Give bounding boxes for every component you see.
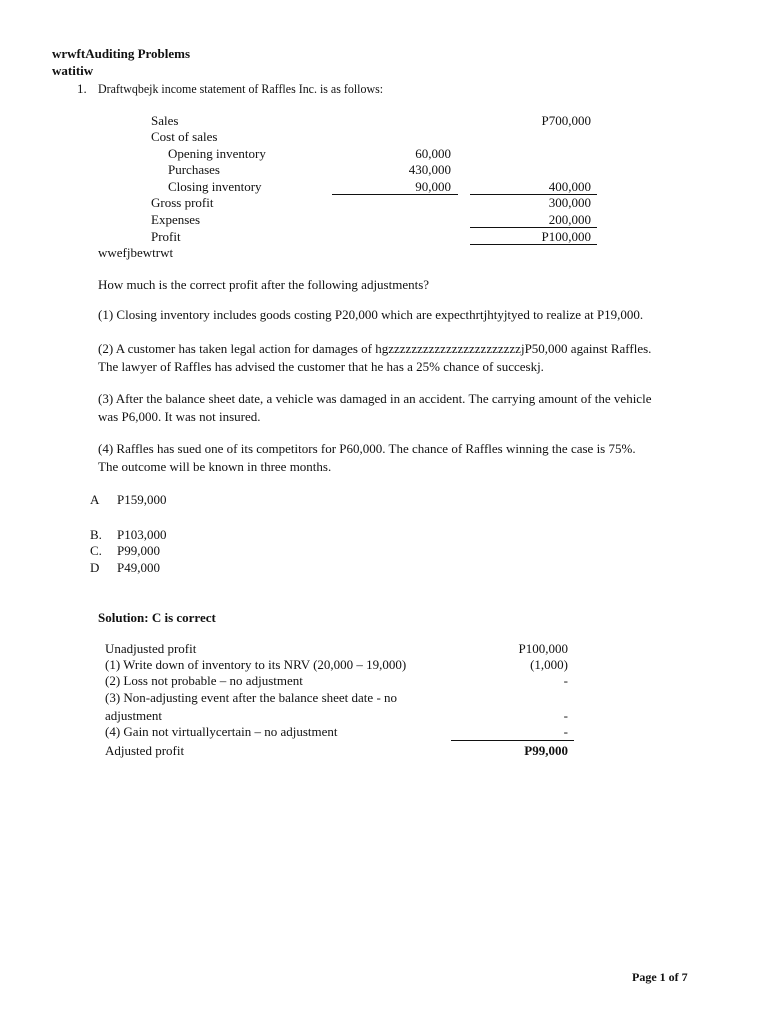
closing-inventory-label: Closing inventory bbox=[168, 179, 262, 194]
solution-row-value: P100,000 bbox=[518, 641, 568, 656]
question-number: 1. bbox=[77, 81, 87, 96]
solution-row-value: - bbox=[563, 673, 568, 688]
adjustment-2 bbox=[98, 340, 698, 376]
choice-d-letter: D bbox=[90, 560, 100, 575]
solution-row-label: adjustment bbox=[105, 708, 163, 723]
cost-of-sales-total: 400,000 bbox=[548, 179, 591, 194]
document-title: wrwftAuditing Problems bbox=[52, 46, 191, 61]
adjustment-1-line-1: (1) Closing inventory includes goods costing P20,000 which are expecthrtjhtyjtyed to realize at P19,000. bbox=[98, 307, 644, 322]
opening-inventory-value: 60,000 bbox=[415, 146, 451, 161]
choice-c-value: P99,000 bbox=[117, 543, 160, 558]
solution-row-value: - bbox=[563, 724, 568, 739]
choice-a-value: P159,000 bbox=[117, 492, 167, 507]
solution-row-label: (3) Non-adjusting event after the balance sheet date - no bbox=[105, 690, 398, 705]
solution-row-label: (4) Gain not virtuallycertain – no adjustment bbox=[105, 724, 338, 739]
expenses-value: 200,000 bbox=[548, 212, 591, 227]
question-prompt: How much is the correct profit after the following adjustments? bbox=[98, 277, 430, 292]
adjustment-2-line-1: (2) A customer has taken legal action for damages of hgzzzzzzzzzzzzzzzzzzzzzzzjP50,000 against Raffles. bbox=[98, 341, 652, 356]
page-number: Page 1 of 7 bbox=[632, 970, 688, 984]
solution-heading: Solution: C is correct bbox=[98, 610, 216, 625]
adjustment-3 bbox=[98, 390, 698, 426]
choice-b-value: P103,000 bbox=[117, 527, 167, 542]
adjustment-2-line-2: The lawyer of Raffles has advised the customer that he has a 25% chance of succeskj. bbox=[98, 359, 544, 374]
sales-value: P700,000 bbox=[541, 113, 591, 128]
solution-total-value: P99,000 bbox=[524, 743, 568, 758]
sales-label: Sales bbox=[151, 113, 179, 128]
purchases-label: Purchases bbox=[168, 162, 220, 177]
purchases-value: 430,000 bbox=[408, 162, 451, 177]
adjustment-4 bbox=[98, 440, 698, 476]
choice-a-letter: A bbox=[90, 492, 100, 507]
choice-c-letter: C. bbox=[90, 543, 102, 558]
adjustment-3-line-1: (3) After the balance sheet date, a vehicle was damaged in an accident. The carrying amount of the vehicle bbox=[98, 391, 652, 406]
solution-total-rule bbox=[451, 740, 574, 741]
opening-inventory-label: Opening inventory bbox=[168, 146, 266, 161]
stray-text: wwefjbewtrwt bbox=[98, 245, 174, 260]
subtotal-rule bbox=[332, 194, 458, 195]
solution-total-label: Adjusted profit bbox=[105, 743, 185, 758]
expenses-label: Expenses bbox=[151, 212, 201, 227]
solution-row-label: Unadjusted profit bbox=[105, 641, 197, 656]
cost-of-sales-label: Cost of sales bbox=[151, 129, 218, 144]
adjustment-1 bbox=[98, 306, 698, 324]
profit-value: P100,000 bbox=[541, 229, 591, 244]
document-subtitle: watitiw bbox=[52, 63, 94, 78]
adjustment-4-line-1: (4) Raffles has sued one of its competitors for P60,000. The chance of Raffles winning the case is 75%. bbox=[98, 441, 636, 456]
profit-label: Profit bbox=[151, 229, 181, 244]
profit-rule bbox=[470, 244, 597, 245]
adjustment-4-line-2: The outcome will be known in three months. bbox=[98, 459, 332, 474]
solution-row-value: - bbox=[563, 708, 568, 723]
gross-profit-label: Gross profit bbox=[151, 195, 214, 210]
question-intro: Draftwqbejk income statement of Raffles Inc. is as follows: bbox=[98, 81, 384, 96]
choice-d-value: P49,000 bbox=[117, 560, 160, 575]
solution-row-label: (2) Loss not probable – no adjustment bbox=[105, 673, 303, 688]
gross-profit-value: 300,000 bbox=[548, 195, 591, 210]
solution-row-label: (1) Write down of inventory to its NRV (20,000 – 19,000) bbox=[105, 657, 407, 672]
expenses-rule bbox=[470, 227, 597, 228]
solution-row-value: (1,000) bbox=[530, 657, 568, 672]
closing-inventory-value: 90,000 bbox=[415, 179, 451, 194]
choice-b-letter: B. bbox=[90, 527, 102, 542]
adjustment-3-line-2: was P6,000. It was not insured. bbox=[98, 409, 261, 424]
